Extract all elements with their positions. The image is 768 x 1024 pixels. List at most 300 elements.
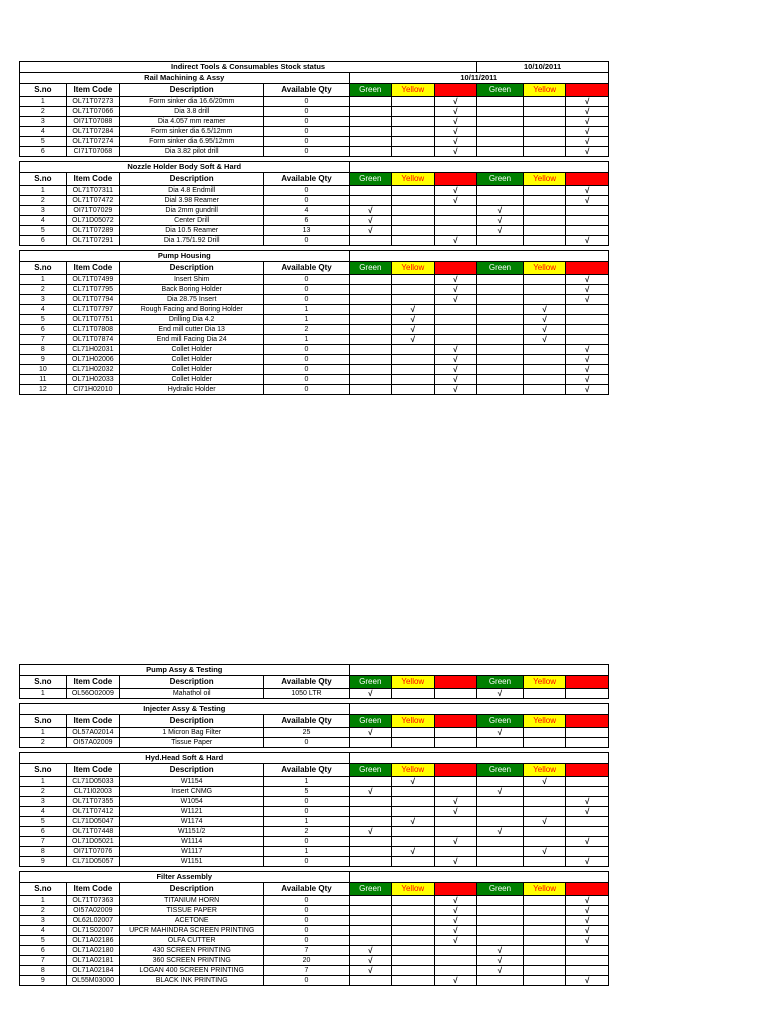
status-check-2-g xyxy=(477,117,524,127)
col-yellow-2: Yellow xyxy=(523,262,566,275)
col-item-code: Item Code xyxy=(66,84,119,97)
cell-description: Form sinker dia 16.6/20mm xyxy=(119,97,264,107)
table-row xyxy=(20,97,609,107)
status-check-1-r: √ xyxy=(434,127,477,137)
status-check-2-g xyxy=(477,196,524,206)
status-check-1-y: √ xyxy=(392,847,435,857)
cell-item-code: OL71A02180 xyxy=(66,946,119,956)
status-check-2-r: √ xyxy=(566,385,609,395)
cell-available-qty: 0 xyxy=(264,976,349,986)
table-row xyxy=(20,275,609,285)
cell-description: TITANIUM HORN xyxy=(119,896,264,906)
status-check-1-r: √ xyxy=(434,137,477,147)
status-check-1-y xyxy=(392,728,435,738)
status-check-1-g: √ xyxy=(349,956,392,966)
status-check-1-y xyxy=(392,916,435,926)
status-check-2-y xyxy=(523,936,566,946)
status-check-1-y xyxy=(392,738,435,748)
status-check-1-g xyxy=(349,107,392,117)
cell-item-code: OL71T07363 xyxy=(66,896,119,906)
status-check-2-r xyxy=(566,817,609,827)
table-row xyxy=(20,956,609,966)
status-check-2-y xyxy=(523,206,566,216)
cell-available-qty: 0 xyxy=(264,355,349,365)
status-check-2-y: √ xyxy=(523,777,566,787)
status-check-2-y xyxy=(523,689,566,699)
status-check-1-r xyxy=(434,777,477,787)
status-check-2-y xyxy=(523,285,566,295)
status-check-2-g xyxy=(477,926,524,936)
status-check-1-g xyxy=(349,797,392,807)
table-row xyxy=(20,926,609,936)
col-description: Description xyxy=(119,84,264,97)
cell-description: Drilling Dia 4.2 xyxy=(119,315,264,325)
status-check-2-r xyxy=(566,325,609,335)
col-available-qty: Available Qty xyxy=(264,715,349,728)
cell-item-code: OL71T07412 xyxy=(66,807,119,817)
col-available-qty: Available Qty xyxy=(264,676,349,689)
col-green-1: Green xyxy=(349,883,392,896)
status-check-1-y xyxy=(392,226,435,236)
cell-available-qty: 0 xyxy=(264,147,349,157)
cell-description: Collet Holder xyxy=(119,355,264,365)
cell-available-qty: 0 xyxy=(264,127,349,137)
col-red-2: Red xyxy=(566,676,609,689)
cell-description: Center Drill xyxy=(119,216,264,226)
status-check-1-y xyxy=(392,837,435,847)
status-check-1-y xyxy=(392,127,435,137)
cell-sno: 3 xyxy=(20,295,67,305)
cell-sno: 3 xyxy=(20,916,67,926)
status-check-2-y xyxy=(523,107,566,117)
status-check-1-y xyxy=(392,355,435,365)
status-check-1-y: √ xyxy=(392,335,435,345)
status-check-2-g xyxy=(477,906,524,916)
status-check-1-r: √ xyxy=(434,936,477,946)
status-check-1-g xyxy=(349,837,392,847)
status-check-2-g xyxy=(477,335,524,345)
cell-item-code: OL71T07794 xyxy=(66,295,119,305)
cell-item-code: OL71A02186 xyxy=(66,936,119,946)
cell-available-qty: 1050 LTR xyxy=(264,689,349,699)
status-check-2-y xyxy=(523,127,566,137)
col-yellow-2: Yellow xyxy=(523,715,566,728)
status-check-2-g xyxy=(477,137,524,147)
cell-sno: 2 xyxy=(20,906,67,916)
col-yellow-2: Yellow xyxy=(523,84,566,97)
status-check-2-g: √ xyxy=(477,787,524,797)
status-check-2-y xyxy=(523,196,566,206)
column-header-row xyxy=(20,262,609,275)
cell-available-qty: 5 xyxy=(264,787,349,797)
status-check-1-g xyxy=(349,976,392,986)
status-check-2-r: √ xyxy=(566,936,609,946)
col-green-1: Green xyxy=(349,715,392,728)
cell-sno: 2 xyxy=(20,787,67,797)
table-row xyxy=(20,325,609,335)
table-row xyxy=(20,827,609,837)
col-yellow-2: Yellow xyxy=(523,764,566,777)
status-check-2-y xyxy=(523,926,566,936)
status-check-2-y xyxy=(523,236,566,246)
status-check-2-g xyxy=(477,355,524,365)
status-check-1-y xyxy=(392,956,435,966)
status-check-1-r: √ xyxy=(434,837,477,847)
table-row xyxy=(20,345,609,355)
status-check-1-g xyxy=(349,817,392,827)
status-check-1-g xyxy=(349,375,392,385)
status-check-1-y xyxy=(392,966,435,976)
status-check-2-r xyxy=(566,777,609,787)
cell-description: OLFA CUTTER xyxy=(119,936,264,946)
stock-table xyxy=(19,871,609,986)
cell-available-qty: 0 xyxy=(264,375,349,385)
cell-sno: 4 xyxy=(20,926,67,936)
status-check-1-r xyxy=(434,738,477,748)
status-check-1-g: √ xyxy=(349,787,392,797)
cell-available-qty: 2 xyxy=(264,325,349,335)
cell-item-code: OL71T07874 xyxy=(66,335,119,345)
status-check-2-g xyxy=(477,365,524,375)
table-row xyxy=(20,787,609,797)
status-check-2-y xyxy=(523,797,566,807)
status-check-1-r xyxy=(434,305,477,315)
status-check-1-y xyxy=(392,926,435,936)
col-red-1: Red xyxy=(434,883,477,896)
status-check-1-g xyxy=(349,916,392,926)
cell-sno: 4 xyxy=(20,127,67,137)
cell-sno: 9 xyxy=(20,355,67,365)
table-row xyxy=(20,966,609,976)
status-check-1-g xyxy=(349,117,392,127)
status-check-2-r: √ xyxy=(566,807,609,817)
status-check-1-y xyxy=(392,946,435,956)
cell-sno: 8 xyxy=(20,345,67,355)
col-green-2: Green xyxy=(477,84,524,97)
status-check-1-y: √ xyxy=(392,777,435,787)
cell-description: Tissue Paper xyxy=(119,738,264,748)
status-check-1-r: √ xyxy=(434,916,477,926)
col-sno: S.no xyxy=(20,715,67,728)
cell-sno: 2 xyxy=(20,196,67,206)
status-check-2-g: √ xyxy=(477,689,524,699)
status-check-1-y xyxy=(392,275,435,285)
status-check-2-y xyxy=(523,896,566,906)
status-check-2-y xyxy=(523,956,566,966)
status-check-1-g xyxy=(349,906,392,916)
table-row xyxy=(20,236,609,246)
col-description: Description xyxy=(119,173,264,186)
cell-item-code: OI71T07088 xyxy=(66,117,119,127)
status-check-2-y xyxy=(523,216,566,226)
status-check-2-y xyxy=(523,906,566,916)
col-yellow-1: Yellow xyxy=(392,764,435,777)
status-check-2-r xyxy=(566,956,609,966)
col-green-2: Green xyxy=(477,715,524,728)
blank-cell xyxy=(349,872,608,883)
status-check-2-g xyxy=(477,385,524,395)
cell-sno: 12 xyxy=(20,385,67,395)
blank-cell xyxy=(349,704,608,715)
status-check-2-g xyxy=(477,305,524,315)
cell-available-qty: 0 xyxy=(264,807,349,817)
col-sno: S.no xyxy=(20,262,67,275)
stock-table xyxy=(19,61,609,157)
col-yellow-2: Yellow xyxy=(523,676,566,689)
cell-sno: 4 xyxy=(20,216,67,226)
cell-description: W1151 xyxy=(119,857,264,867)
cell-available-qty: 1 xyxy=(264,777,349,787)
status-check-2-r: √ xyxy=(566,196,609,206)
col-red-1: Red xyxy=(434,715,477,728)
cell-available-qty: 0 xyxy=(264,285,349,295)
status-check-2-g xyxy=(477,857,524,867)
status-check-2-y: √ xyxy=(523,305,566,315)
cell-item-code: OL71T07311 xyxy=(66,186,119,196)
status-check-1-y xyxy=(392,375,435,385)
status-check-1-g xyxy=(349,777,392,787)
col-available-qty: Available Qty xyxy=(264,84,349,97)
col-description: Description xyxy=(119,883,264,896)
status-check-1-g: √ xyxy=(349,216,392,226)
cell-available-qty: 0 xyxy=(264,837,349,847)
col-red-2: Red xyxy=(566,883,609,896)
status-check-2-g xyxy=(477,916,524,926)
cell-sno: 1 xyxy=(20,896,67,906)
col-green-2: Green xyxy=(477,173,524,186)
status-check-1-g xyxy=(349,936,392,946)
status-check-2-y xyxy=(523,728,566,738)
status-check-2-g: √ xyxy=(477,827,524,837)
cell-item-code: OL71T07291 xyxy=(66,236,119,246)
cell-available-qty: 0 xyxy=(264,385,349,395)
cell-item-code: OL62L02007 xyxy=(66,916,119,926)
cell-description: Mahathol oil xyxy=(119,689,264,699)
table-row xyxy=(20,295,609,305)
status-check-2-r xyxy=(566,216,609,226)
status-check-1-g xyxy=(349,196,392,206)
status-check-2-g xyxy=(477,275,524,285)
cell-item-code: OL57A02014 xyxy=(66,728,119,738)
cell-sno: 6 xyxy=(20,827,67,837)
date-1: 10/10/2011 xyxy=(477,62,609,73)
cell-item-code: OI71T07076 xyxy=(66,847,119,857)
cell-description: End mill cutter Dia 13 xyxy=(119,325,264,335)
cell-item-code: OI57A02009 xyxy=(66,738,119,748)
section-5 xyxy=(19,752,609,867)
status-check-1-y xyxy=(392,689,435,699)
cell-sno: 8 xyxy=(20,847,67,857)
cell-available-qty: 0 xyxy=(264,107,349,117)
status-check-1-g xyxy=(349,186,392,196)
table-row xyxy=(20,147,609,157)
cell-item-code: OL71T07448 xyxy=(66,827,119,837)
cell-sno: 6 xyxy=(20,236,67,246)
cell-available-qty: 0 xyxy=(264,186,349,196)
status-check-2-y: √ xyxy=(523,817,566,827)
status-check-2-g xyxy=(477,797,524,807)
cell-sno: 5 xyxy=(20,936,67,946)
status-check-2-g xyxy=(477,817,524,827)
col-available-qty: Available Qty xyxy=(264,262,349,275)
cell-item-code: CL71D05033 xyxy=(66,777,119,787)
status-check-2-r: √ xyxy=(566,236,609,246)
status-check-1-r: √ xyxy=(434,906,477,916)
status-check-2-g: √ xyxy=(477,728,524,738)
status-check-2-r: √ xyxy=(566,295,609,305)
cell-description: W1121 xyxy=(119,807,264,817)
status-check-2-r: √ xyxy=(566,365,609,375)
status-check-2-g xyxy=(477,936,524,946)
cell-available-qty: 0 xyxy=(264,196,349,206)
table-row xyxy=(20,315,609,325)
cell-item-code: OL56O02009 xyxy=(66,689,119,699)
status-check-2-r: √ xyxy=(566,97,609,107)
status-check-1-g: √ xyxy=(349,946,392,956)
cell-sno: 2 xyxy=(20,107,67,117)
col-green-2: Green xyxy=(477,883,524,896)
status-check-1-y xyxy=(392,827,435,837)
cell-available-qty: 0 xyxy=(264,926,349,936)
column-header-row xyxy=(20,883,609,896)
cell-item-code: OL71T07274 xyxy=(66,137,119,147)
cell-available-qty: 0 xyxy=(264,857,349,867)
status-check-1-r xyxy=(434,216,477,226)
status-check-1-r: √ xyxy=(434,365,477,375)
status-check-1-r: √ xyxy=(434,976,477,986)
column-header-row xyxy=(20,84,609,97)
status-check-1-y xyxy=(392,797,435,807)
table-row xyxy=(20,936,609,946)
status-check-1-g xyxy=(349,335,392,345)
col-yellow-1: Yellow xyxy=(392,173,435,186)
cell-description: Back Boring Holder xyxy=(119,285,264,295)
status-check-1-y xyxy=(392,97,435,107)
status-check-2-r: √ xyxy=(566,275,609,285)
cell-available-qty: 0 xyxy=(264,916,349,926)
table-row xyxy=(20,385,609,395)
status-check-2-r xyxy=(566,827,609,837)
table-row xyxy=(20,817,609,827)
status-check-2-r: √ xyxy=(566,857,609,867)
status-check-1-r: √ xyxy=(434,236,477,246)
cell-sno: 9 xyxy=(20,857,67,867)
status-check-2-r: √ xyxy=(566,186,609,196)
status-check-2-g: √ xyxy=(477,966,524,976)
section-title: Nozzle Holder Body Soft & Hard xyxy=(20,162,350,173)
cell-item-code: OL71T07289 xyxy=(66,226,119,236)
status-check-2-y: √ xyxy=(523,847,566,857)
cell-available-qty: 13 xyxy=(264,226,349,236)
status-check-1-y xyxy=(392,236,435,246)
status-check-1-y xyxy=(392,896,435,906)
cell-sno: 6 xyxy=(20,325,67,335)
status-check-2-r xyxy=(566,946,609,956)
status-check-2-g xyxy=(477,738,524,748)
cell-description: End mill Facing Dia 24 xyxy=(119,335,264,345)
col-yellow-1: Yellow xyxy=(392,84,435,97)
section-1 xyxy=(19,161,609,246)
cell-available-qty: 1 xyxy=(264,847,349,857)
col-green-1: Green xyxy=(349,262,392,275)
cell-available-qty: 0 xyxy=(264,117,349,127)
status-check-1-g: √ xyxy=(349,966,392,976)
status-check-1-r xyxy=(434,966,477,976)
cell-sno: 5 xyxy=(20,817,67,827)
status-check-2-y: √ xyxy=(523,325,566,335)
status-check-2-g xyxy=(477,976,524,986)
status-check-2-g xyxy=(477,186,524,196)
status-check-2-r xyxy=(566,847,609,857)
status-check-1-r xyxy=(434,817,477,827)
cell-available-qty: 0 xyxy=(264,936,349,946)
table-row xyxy=(20,857,609,867)
col-item-code: Item Code xyxy=(66,262,119,275)
cell-description: Insert Shim xyxy=(119,275,264,285)
cell-sno: 7 xyxy=(20,837,67,847)
status-check-2-g: √ xyxy=(477,946,524,956)
cell-sno: 11 xyxy=(20,375,67,385)
status-check-1-r xyxy=(434,689,477,699)
status-check-2-r: √ xyxy=(566,137,609,147)
cell-available-qty: 0 xyxy=(264,797,349,807)
col-item-code: Item Code xyxy=(66,676,119,689)
cell-available-qty: 20 xyxy=(264,956,349,966)
status-check-2-g xyxy=(477,837,524,847)
cell-item-code: OL71T07499 xyxy=(66,275,119,285)
status-check-2-y xyxy=(523,807,566,817)
status-check-2-y xyxy=(523,946,566,956)
cell-sno: 3 xyxy=(20,797,67,807)
status-check-2-g xyxy=(477,807,524,817)
status-check-1-y xyxy=(392,285,435,295)
table-row xyxy=(20,365,609,375)
status-check-2-g xyxy=(477,107,524,117)
col-green-1: Green xyxy=(349,173,392,186)
cell-sno: 3 xyxy=(20,206,67,216)
table-row xyxy=(20,305,609,315)
status-check-1-g xyxy=(349,345,392,355)
cell-sno: 5 xyxy=(20,315,67,325)
cell-item-code: OL71S02007 xyxy=(66,926,119,936)
cell-description: Form sinker dia 6.5/12mm xyxy=(119,127,264,137)
status-check-1-y xyxy=(392,787,435,797)
status-check-1-g xyxy=(349,807,392,817)
cell-description: 360 SCREEN PRINTING xyxy=(119,956,264,966)
status-check-1-y xyxy=(392,857,435,867)
status-check-1-g xyxy=(349,285,392,295)
col-available-qty: Available Qty xyxy=(264,173,349,186)
cell-available-qty: 0 xyxy=(264,275,349,285)
col-red-2: Red xyxy=(566,715,609,728)
cell-description: Dia 2mm gundrill xyxy=(119,206,264,216)
status-check-2-r: √ xyxy=(566,976,609,986)
table-row xyxy=(20,375,609,385)
status-check-2-g xyxy=(477,295,524,305)
cell-item-code: OI71T07029 xyxy=(66,206,119,216)
status-check-1-g: √ xyxy=(349,689,392,699)
cell-sno: 4 xyxy=(20,305,67,315)
status-check-2-r: √ xyxy=(566,285,609,295)
col-sno: S.no xyxy=(20,84,67,97)
status-check-2-g xyxy=(477,147,524,157)
status-check-2-y xyxy=(523,385,566,395)
col-yellow-2: Yellow xyxy=(523,883,566,896)
cell-description: Dia 10.5 Reamer xyxy=(119,226,264,236)
cell-available-qty: 4 xyxy=(264,206,349,216)
status-check-1-y: √ xyxy=(392,315,435,325)
status-check-2-y xyxy=(523,976,566,986)
